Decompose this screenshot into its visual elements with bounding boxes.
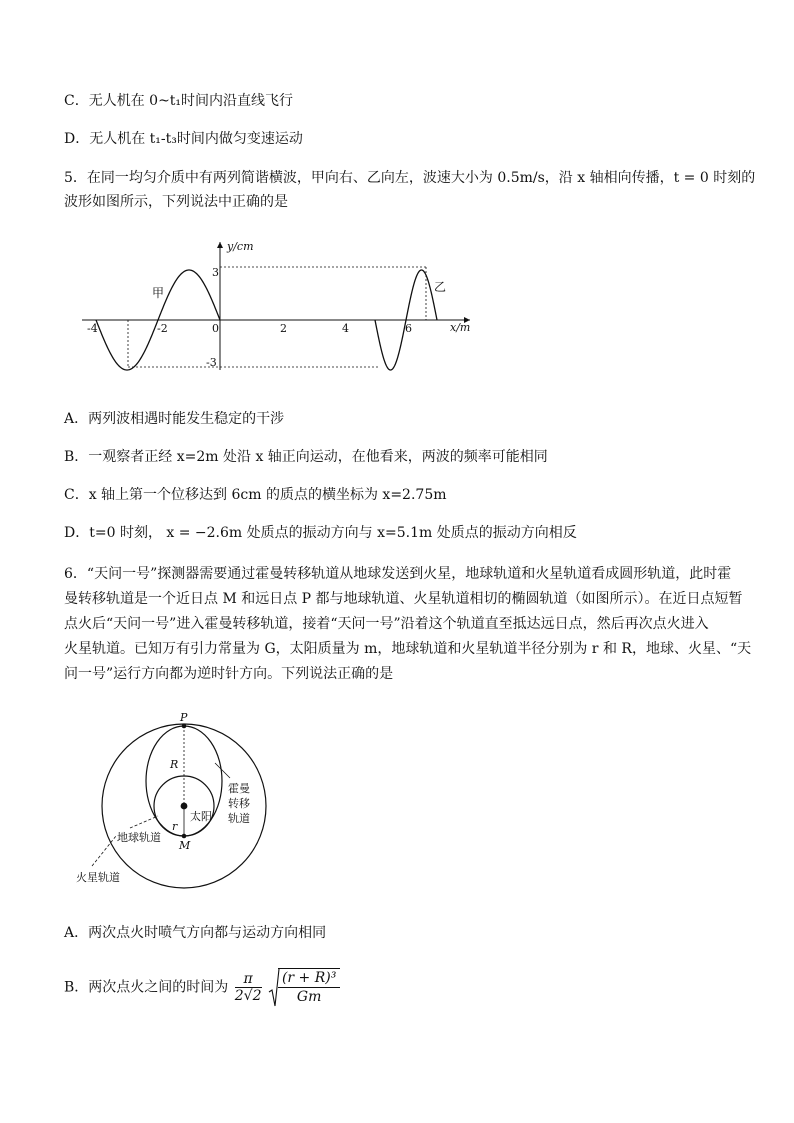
label-m: M bbox=[179, 839, 191, 852]
label-hohmann-2: 转移 bbox=[228, 797, 250, 810]
sqrt-sign bbox=[268, 968, 280, 1008]
q6-option-b-prefix: B．两次点火之间的时间为 bbox=[64, 979, 229, 996]
q5-option-c: C．x 轴上第一个位移达到 6cm 的质点的横坐标为 x=2.75m bbox=[64, 487, 447, 503]
wave-jia-label: 甲 bbox=[152, 286, 165, 300]
wave-yi-label: 乙 bbox=[434, 280, 447, 294]
sun-dot bbox=[181, 803, 188, 810]
y-axis-label: y/cm bbox=[227, 240, 254, 253]
q5-stem-line-2: 波形如图所示，下列说法中正确的是 bbox=[64, 194, 288, 210]
y-tick-3: 3 bbox=[212, 266, 219, 279]
label-earth-orbit: 地球轨道 bbox=[117, 831, 161, 844]
x-axis-label: x/m bbox=[450, 321, 471, 334]
q5-option-d: D．t=0 时刻， x = −2.6m 处质点的振动方向与 x=5.1m 处质点的振动方向相反 bbox=[64, 525, 577, 541]
q4-option-c: C．无人机在 0~t₁时间内沿直线飞行 bbox=[64, 93, 294, 109]
q6-option-b bbox=[64, 968, 340, 1007]
q6-stem-line-4: 火星轨道。已知万有引力常量为 G，太阳质量为 m，地球轨道和火星轨道半径分别为 r 和 R，地球、火星、“天 bbox=[64, 641, 752, 657]
label-r-small: r bbox=[172, 820, 178, 833]
hohmann-leader bbox=[215, 763, 230, 778]
q5-option-b: B．一观察者正经 x=2m 处沿 x 轴正向运动，在他看来，两波的频率可能相同 bbox=[64, 449, 548, 465]
x-tick-2: 2 bbox=[280, 322, 287, 335]
label-r-big: R bbox=[170, 758, 179, 771]
earth-orbit-leader bbox=[130, 816, 158, 828]
q5-option-a: A．两列波相遇时能发生稳定的干涉 bbox=[64, 411, 285, 427]
q6-stem-line-2: 曼转移轨道是一个近日点 M 和远日点 P 都与地球轨道、火星轨道相切的椭圆轨道（如图所示）。在近日点短暂 bbox=[64, 591, 743, 607]
wave-figure bbox=[78, 236, 478, 376]
q6-stem-line-3: 点火后“天问一号”进入霍曼转移轨道，接着“天问一号”沿着这个轨道直至抵达远日点，然后再次点火进入 bbox=[64, 616, 709, 632]
mars-orbit-leader bbox=[92, 836, 116, 866]
q6-stem-line-5: 问一号”运行方向都为逆时针方向。下列说法正确的是 bbox=[64, 666, 394, 682]
fraction-numerator: π bbox=[235, 971, 262, 988]
option-b-sqrt bbox=[268, 968, 340, 1007]
x-tick-4: 4 bbox=[342, 322, 349, 335]
option-b-fraction bbox=[235, 971, 262, 1004]
label-mars-orbit: 火星轨道 bbox=[76, 871, 120, 884]
fraction-denominator: 2√2 bbox=[234, 988, 262, 1004]
label-p: P bbox=[180, 711, 188, 724]
sqrt-denominator: Gm bbox=[296, 989, 322, 1005]
point-p-dot bbox=[182, 724, 187, 729]
label-hohmann-3: 轨道 bbox=[228, 812, 250, 825]
point-m-dot bbox=[182, 834, 187, 839]
x-tick-neg4: -4 bbox=[87, 322, 98, 335]
q6-stem-line-1: 6．“天问一号”探测器需要通过霍曼转移轨道从地球发送到火星，地球轨道和火星轨道看成圆形轨道，此时霍 bbox=[64, 566, 732, 582]
y-tick-neg3: -3 bbox=[206, 356, 217, 369]
q4-option-d: D．无人机在 t₁-t₃时间内做匀变速运动 bbox=[64, 131, 303, 147]
q5-stem-line-1: 5．在同一均匀介质中有两列简谐横波，甲向右、乙向左，波速大小为 0.5m/s，沿 x 轴相向传播，t = 0 时刻的 bbox=[64, 170, 756, 186]
label-sun: 太阳 bbox=[190, 810, 212, 823]
x-tick-neg2: -2 bbox=[157, 322, 168, 335]
sqrt-numerator: (r + R)³ bbox=[278, 969, 340, 988]
x-tick-0: 0 bbox=[212, 322, 219, 335]
x-tick-6: 6 bbox=[405, 322, 412, 335]
q6-option-a: A．两次点火时喷气方向都与运动方向相同 bbox=[64, 925, 327, 941]
label-hohmann-1: 霍曼 bbox=[228, 782, 250, 795]
orbit-figure bbox=[70, 708, 280, 890]
